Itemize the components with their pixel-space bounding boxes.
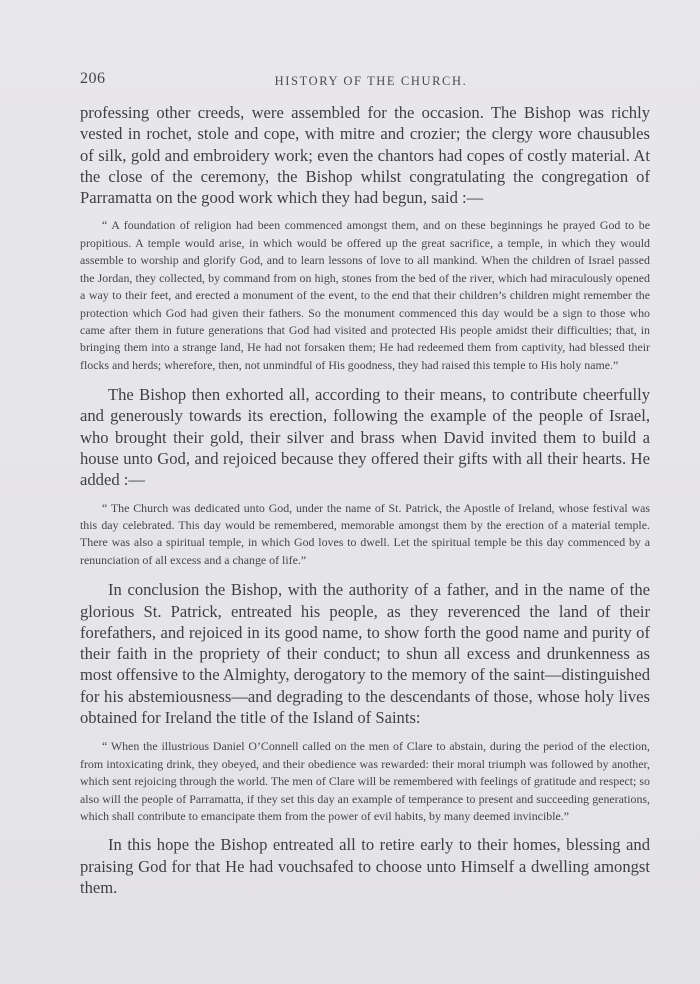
- block-quote-3: “ When the illustrious Daniel O’Connell called on the men of Clare to abstain, during the period of the election, from intoxicating drink, they obeyed, and their obedience was rewarded: their moral triumph was followed by another, which sent rejoicing through the world. The men of Clare will be remembered with feelings of gratitude and respect; so also will the people of Parramatta, if they set this day an example of temperance to present and succeeding generations, which shall contribute to emancipate them from the power of evil habits, by many deemed invincible.”: [80, 739, 650, 823]
- running-title: HISTORY OF THE CHURCH.: [274, 74, 468, 88]
- block-quote-2: “ The Church was dedicated unto God, under the name of St. Patrick, the Apostle of Ireland, whose festival was this day celebrated. This day would be remembered, memorable amongst them by the erection of a material temple. There was also a spiritual temple, in which God loves to dwell. Let the spiritual temple be this day commenced by a renunciation of all excess and a change of life.”: [80, 500, 650, 567]
- paragraph-4: In this hope the Bishop entreated all to retire early to their homes, blessing and praising God for that He had vouchsafed to choose unto Himself a dwelling amongst them.: [80, 835, 650, 897]
- page-header: [80, 70, 642, 92]
- paragraph-3: In conclusion the Bishop, with the authority of a father, and in the name of the glorious St. Patrick, entreated his people, as they reverenced the land of their forefathers, and rejoiced in its good name, to show forth the good name and purity of their faith in the propriety of their conduct; to shun all excess and drunkenness as most offensive to the Almighty, derogatory to the memory of the saint—distinguished for his abstemiousness—and degrading to the descendants of those, whose holy lives obtained for Ireland the title of the Island of Saints:: [80, 580, 650, 728]
- page-body: [80, 102, 650, 898]
- page-number: 206: [80, 70, 106, 87]
- paragraph-1: professing other creeds, were assembled for the occasion. The Bishop was richly vested in rochet, stole and cope, with mitre and crozier; the clergy wore chausubles of silk, gold and embroidery work; even the chantors had copes of costly material. At the close of the ceremony, the Bishop whilst congratulating the congregation of Parramatta on the good work which they had begun, said :—: [80, 103, 650, 208]
- paragraph-2: The Bishop then exhorted all, according to their means, to contribute cheerfully and generously towards its erection, following the example of the people of Israel, who brought their gold, their silver and brass when David invited them to build a house unto God, and rejoiced because they offered their gifts with all their hearts. He added :—: [80, 385, 650, 490]
- block-quote-1: “ A foundation of religion had been commenced amongst them, and on these beginnings he prayed God to be propitious. A temple would arise, in which would be offered up the great sacrifice, a temple, in which they would assemble to worship and glorify God, and to learn lessons of love to all mankind. When the children of Israel passed the Jordan, they collected, by command from on high, stones from the bed of the river, which had miraculously opened a way to their feet, and erected a monument of the event, to the end that their children’s children might remember the protection which God had given their fathers. So the monument commenced this day would be a sign to those who came after them in future generations that God had visited and protected His people amidst their difficulties; that, in bringing them into a strange land, He had not forsaken them; He had redeemed them from captivity, had blessed their flocks and herds; wherefore, then, not unmindful of His goodness, they had raised this temple to His holy name.”: [80, 218, 650, 372]
